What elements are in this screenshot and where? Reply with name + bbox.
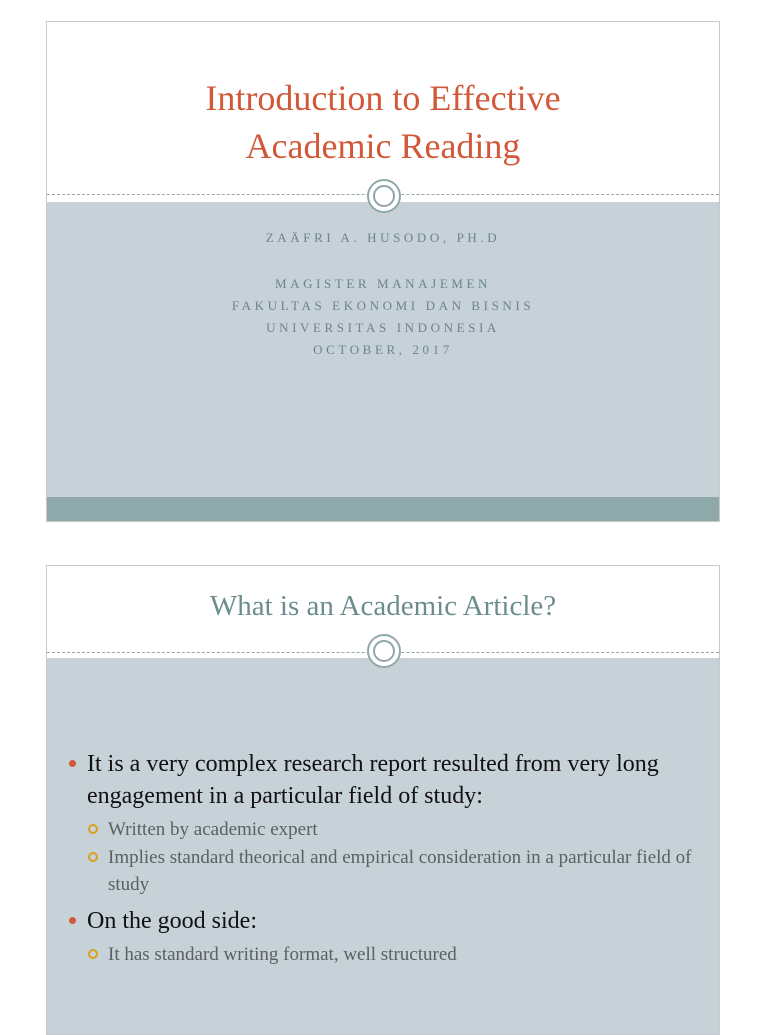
author-name: ZAÄFRI A. HUSODO, PH.D [265, 230, 501, 245]
circle-ornament-icon [367, 179, 401, 213]
sub-bullet-item: It has standard writing format, well structured [67, 941, 707, 968]
title-line-1: Introduction to Effective [205, 78, 561, 118]
sub-bullet-item: Written by academic expert [67, 816, 707, 843]
affiliation-block [47, 273, 719, 361]
slide-1 [46, 21, 720, 522]
slide-1-title [47, 74, 719, 170]
slide-2-title: What is an Academic Article? [209, 590, 557, 622]
slide-1-body [47, 202, 719, 521]
bullet-item: On the good side: [67, 905, 707, 937]
bullet-list [67, 748, 707, 969]
circle-ornament-icon [367, 634, 401, 668]
title-line-2: Academic Reading [245, 126, 521, 166]
presentation-date: OCTOBER, 2017 [313, 342, 453, 357]
sub-bullet-item: Implies standard theorical and empirical consideration in a particular field of study [67, 844, 707, 898]
affiliation-line: MAGISTER MANAJEMEN [274, 276, 492, 291]
affiliation-line: UNIVERSITAS INDONESIA [266, 320, 500, 335]
affiliation-line: FAKULTAS EKONOMI DAN BISNIS [231, 298, 535, 313]
bullet-item: It is a very complex research report resulted from very long engagement in a particular field of study: [67, 748, 707, 812]
slide-2 [46, 565, 720, 1035]
slide-1-header [47, 22, 719, 202]
footer-bar [47, 497, 719, 521]
